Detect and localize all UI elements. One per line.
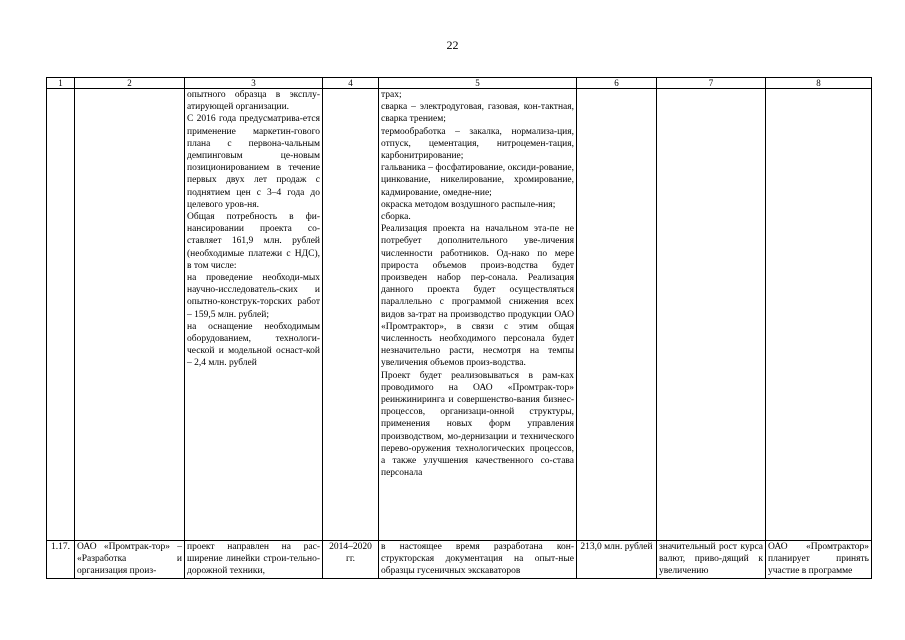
technology-paragraph: термообработка – закалка, нормализа-ция, отпуск, цементация, нитроцемен-тация, карбонитрирование; bbox=[381, 126, 574, 162]
description-paragraph: на оснащение необходимым оборудованием, технологи-ческой и модельной оснаст-кой – 2,4 млн. рублей bbox=[187, 321, 320, 369]
continuation-cell-7 bbox=[657, 89, 766, 541]
continuation-cell-6 bbox=[577, 89, 657, 541]
project-name-cell: ОАО «Промтрак-тор» – «Разработка и организация произ- bbox=[75, 541, 185, 579]
description-paragraph: на проведение необходи-мых научно-исследователь-ских и опытно-конструк-торских работ – 159,5 млн. рублей; bbox=[187, 273, 320, 320]
risks-cell: значительный рост курса валют, приво-дящий к увеличению bbox=[657, 541, 766, 579]
description-paragraph: опытного образца в эксплу-атирующей организации. bbox=[187, 90, 320, 113]
table-row-1-17 bbox=[47, 541, 872, 579]
technology-paragraph: гальваника – фосфатирование, оксиди-рование, цинкование, никелирование, хромирование, кадмирование, омедне-ние; bbox=[381, 163, 574, 198]
column-header-4: 4 bbox=[323, 78, 379, 89]
status-cell: в настоящее время разработана кон-структорская документация на опыт-ные образцы гусеничных экскаваторов bbox=[379, 541, 577, 579]
technology-paragraph: окраска методом воздушного распыле-ния; bbox=[381, 199, 556, 210]
continuation-cell-1 bbox=[47, 89, 75, 541]
header-row bbox=[47, 78, 872, 89]
continuation-cell-2 bbox=[75, 89, 185, 541]
period-cell: 2014–2020 гг. bbox=[323, 541, 379, 579]
staffing-paragraph: Реализация проекта на начальном эта-пе не потребует дополнительного уве-личения численности работников. Од-нако по мере прироста объемов произ-водства будет произведен набор пер-сонала. Реализация данного проекта будет осуществляться параллельно с программой снижения всех видов за-трат на производство продукции ОАО «Промтрактор», в связи с этим общая численность необходимого персонала будет незначительно расти, несмотря на темпы увеличения объемов произ-водства. bbox=[381, 224, 574, 369]
technology-paragraph: сварка – электродуговая, газовая, кон-тактная, сварка трением; bbox=[381, 102, 574, 125]
continuation-row bbox=[47, 89, 872, 541]
description-paragraph: С 2016 года предусматрива-ется применение маркетин-гового плана с первона-чальным демпинговым це-новым позиционированием в течение первых двух лет продаж с поднятием цен с 3–4 года до целевого уров-ня. bbox=[187, 114, 320, 210]
column-header-3: 3 bbox=[185, 78, 323, 89]
row-number: 1.17. bbox=[47, 541, 75, 579]
continuation-cell-3 bbox=[185, 89, 323, 541]
technology-paragraph: трах; bbox=[381, 90, 402, 100]
column-header-5: 5 bbox=[379, 78, 577, 89]
page-number: 22 bbox=[446, 38, 459, 52]
project-description-cell: проект направлен на рас-ширение линейки строи-тельно-дорожной техники, bbox=[185, 541, 323, 579]
column-header-7: 7 bbox=[657, 78, 766, 89]
continuation-cell-5 bbox=[379, 89, 577, 541]
technology-paragraph: сборка. bbox=[381, 212, 411, 223]
program-table bbox=[46, 77, 872, 579]
column-header-1: 1 bbox=[47, 78, 75, 89]
column-header-8: 8 bbox=[766, 78, 872, 89]
continuation-cell-4 bbox=[323, 89, 379, 541]
continuation-cell-8 bbox=[766, 89, 872, 541]
cost-cell: 213,0 млн. рублей bbox=[577, 541, 657, 579]
reengineering-paragraph: Проект будет реализовываться в рам-ках проводимого на ОАО «Промтрак-тор» реинжиниринга и совершенство-вания бизнес-процессов, организаци-онной структуры, применения новых форм управления производством, мо-дернизации и технического перево-оружения технологических процессов, а также улучшения качественного со-става персонала bbox=[381, 370, 574, 479]
participation-cell: ОАО «Промтрактор» планирует принять участие в программе bbox=[766, 541, 872, 579]
column-header-6: 6 bbox=[577, 78, 657, 89]
column-header-2: 2 bbox=[75, 78, 185, 89]
description-paragraph: Общая потребность в фи-нансировании проекта со-ставляет 161,9 млн. рублей (необходимые платежи с НДС), в том числе: bbox=[187, 212, 320, 271]
